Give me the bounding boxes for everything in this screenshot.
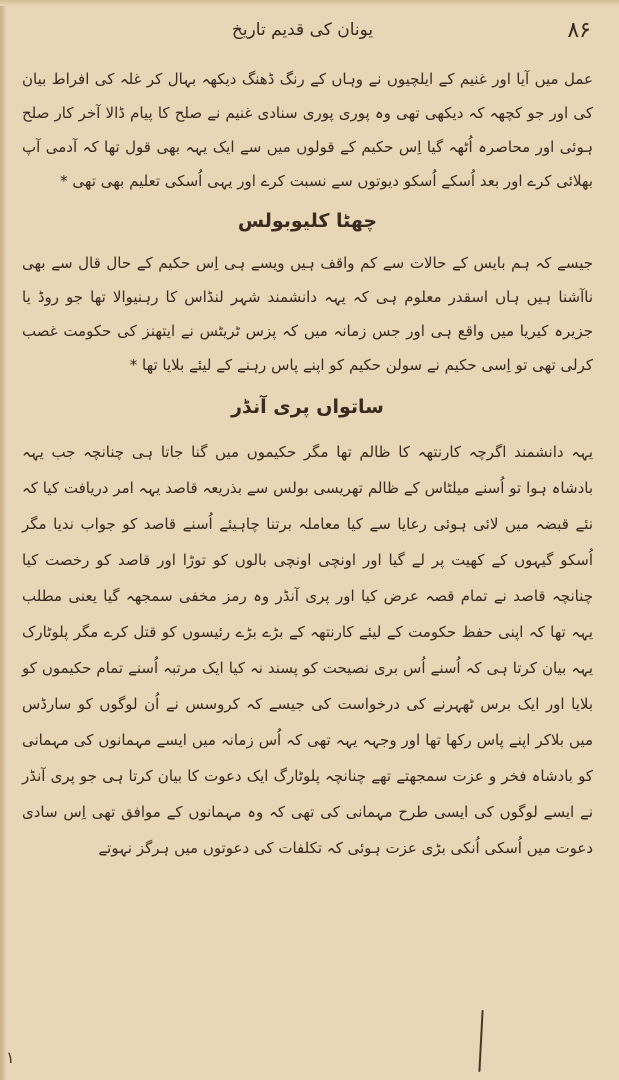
margin-annotation: ۱ — [6, 1048, 15, 1067]
section-heading-periander: ساتواں پری آنڈر — [231, 396, 384, 418]
page-body — [22, 62, 593, 866]
page-top-edge — [0, 0, 619, 6]
page-binding-edge — [0, 0, 7, 1080]
running-title: یونان کی قدیم تاریخ — [231, 20, 374, 40]
page-header — [14, 18, 591, 52]
paragraph-3: یہہ دانشمند اگرچہ کارنتھہ کا ظالم تھا مگر حکیموں میں گنا جاتا ہی چنانچہ جب یہہ بادشاہ ہوا تو اُسنے میلٹاس کے ظالم تھریسی بولس سے بذریعہ قاصد یہہ امر دریافت کیا کہ نئے قبضہ میں لائی ہوئی رعایا سے کیا معاملہ برتنا چاہیئے اُسنے قاصد کو جواب ندیا مگر اُسکو گیہوں کے کھیت پر لے گیا اور اونچی اونچی بالوں کو توڑا اور قاصد کو رخصت کیا چنانچہ قاصد نے تمام قصہ عرض کیا اور پری آنڈر وہ رمز مخفی سمجھہ گیا یعنی مطلب یہہ تھا کہ اپنی حفظ حکومت کے لیئے کارنتھہ کے بڑے بڑے رئیسوں کو قتل کرے مگر پلوٹارک یہہ بیان کرتا ہی کہ اُسنے اُس بری نصیحت کو پسند نہ کیا ایک مرتبہ اُسنے تمام حکیموں کو بلایا اور ایک برس ٹھہرنے کی درخواست کی جیسے کہ کروسس نے اُن لوگوں کو سارڈس میں بلاکر اپنے پاس رکھا تھا اور وجہہ یہہ تھی کہ اُس زمانہ میں ایسے مہمانوں کی مہمانی کو بادشاہ فخر و عزت سمجھتے تھے چنانچہ پلوٹارگ ایک دعوت کا بیان کرتا ہی جو پری آنڈر نے ایسے لوگوں کی ایسی طرح مہمانی کی تھی کہ وہ مہمانوں کے موافق تھی اِس سادی دعوت میں اُسکی اُنکی بڑی عزت ہوئی کہ تکلفات کی دعوتوں میں ہرگز نہوتے — [22, 443, 593, 857]
handwritten-mark — [478, 1010, 483, 1072]
paragraph-2: جیسے کہ ہم بایس کے حالات سے کم واقف ہیں ویسے ہی اِس حکیم کے حال قال سے بھی ناآشنا ہیں ہاں اسقدر معلوم ہی کہ یہہ دانشمند شہر لنڈاس کا رہنیوالا تھا جو روڈ یا جزیرہ کیریا میں واقع ہی اور جس زمانہ میں کہ پزس ٹریٹس نے ایتھنز کی حکومت غصب کرلی تھی تو اِسی حکیم نے سولن حکیم کو اپنے پاس رہنے کے لیئے بلایا تھا * — [22, 254, 593, 374]
page-number: ۸۶ — [567, 18, 591, 43]
paragraph-1: عمل میں آیا اور غنیم کے ایلچیوں نے وہاں کے رنگ ڈھنگ دیکھہ بہال کر غلہ کی افراط بیان کی اور جو کچھہ کہ دیکھی تھی وہ پوری پوری سنادی غنیم نے صلح کا پیام ڈالا آخر کار صلح ہوئی اور محاصرہ اُٹھہ گیا اِس حکیم کے قولوں میں سے ایک یہہ بھی قول تھا کہ آدمی آپ بھلائی کرے اور بعد اُسکے اُسکو دیوتوں سے نسبت کرے اور یہی اُسکی تعلیم بھی تھی * — [22, 70, 593, 190]
section-heading-cleobulus: چھٹا کلیوبولس — [237, 210, 378, 232]
